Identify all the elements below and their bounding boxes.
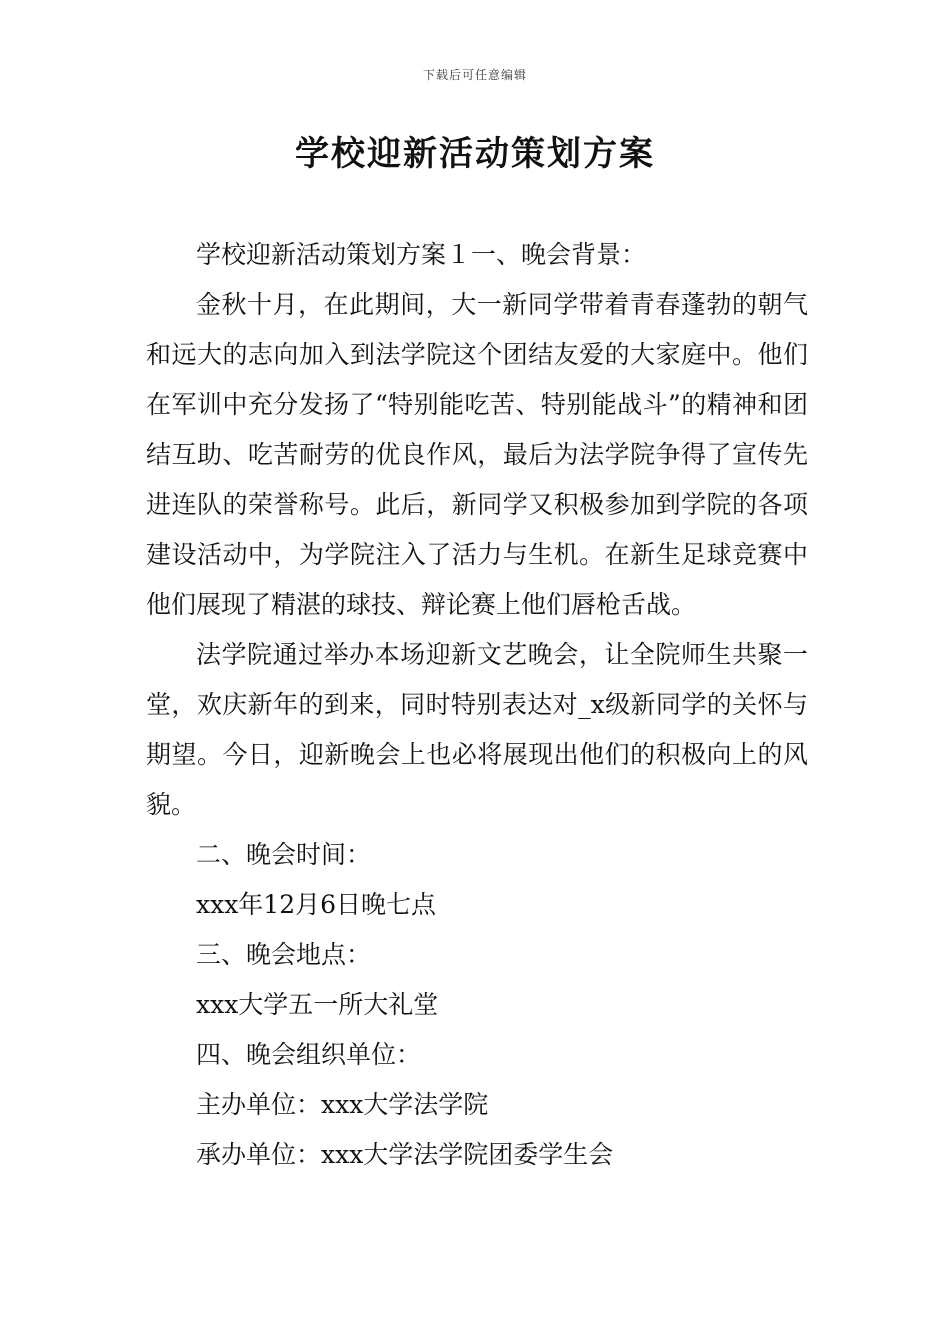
section-heading-time: 二、晚会时间：: [196, 840, 372, 869]
document-title: 学校迎新活动策划方案: [295, 134, 655, 174]
section-heading-location: 三、晚会地点：: [196, 940, 372, 969]
paragraph-organizer: 承办单位：xxx大学法学院团委学生会: [196, 1140, 614, 1169]
paragraph-host: 主办单位：xxx大学法学院: [196, 1090, 489, 1119]
paragraph-location: xxx大学五一所大礼堂: [196, 990, 439, 1019]
page-header-note: 下载后可任意编辑: [422, 68, 527, 82]
document-body: [146, 230, 808, 1180]
paragraph-background: 金秋十月，在此期间，大一新同学带着青春蓬勃的朝气和远大的志向加入到法学院这个团结友爱的大家庭中。他们在军训中充分发扬了“特别能吃苦、特别能战斗”的精神和团结互助、吃苦耐劳的优良作风，最后为法学院争得了宣传先进连队的荣誉称号。此后，新同学又积极参加到学院的各项建设活动中，为学院注入了活力与生机。在新生足球竞赛中他们展现了精湛的球技、辩论赛上他们唇枪舌战。: [146, 290, 808, 619]
paragraph-purpose: 法学院通过举办本场迎新文艺晚会，让全院师生共聚一堂，欢庆新年的到来，同时特别表达对_x级新同学的关怀与期望。今日，迎新晚会上也必将展现出他们的积极向上的风貌。: [146, 640, 808, 819]
paragraph-intro-heading: 学校迎新活动策划方案１一、晚会背景：: [196, 240, 647, 269]
section-heading-organizers: 四、晚会组织单位：: [196, 1040, 422, 1069]
paragraph-time: xxx年12月6日晚七点: [196, 890, 437, 919]
